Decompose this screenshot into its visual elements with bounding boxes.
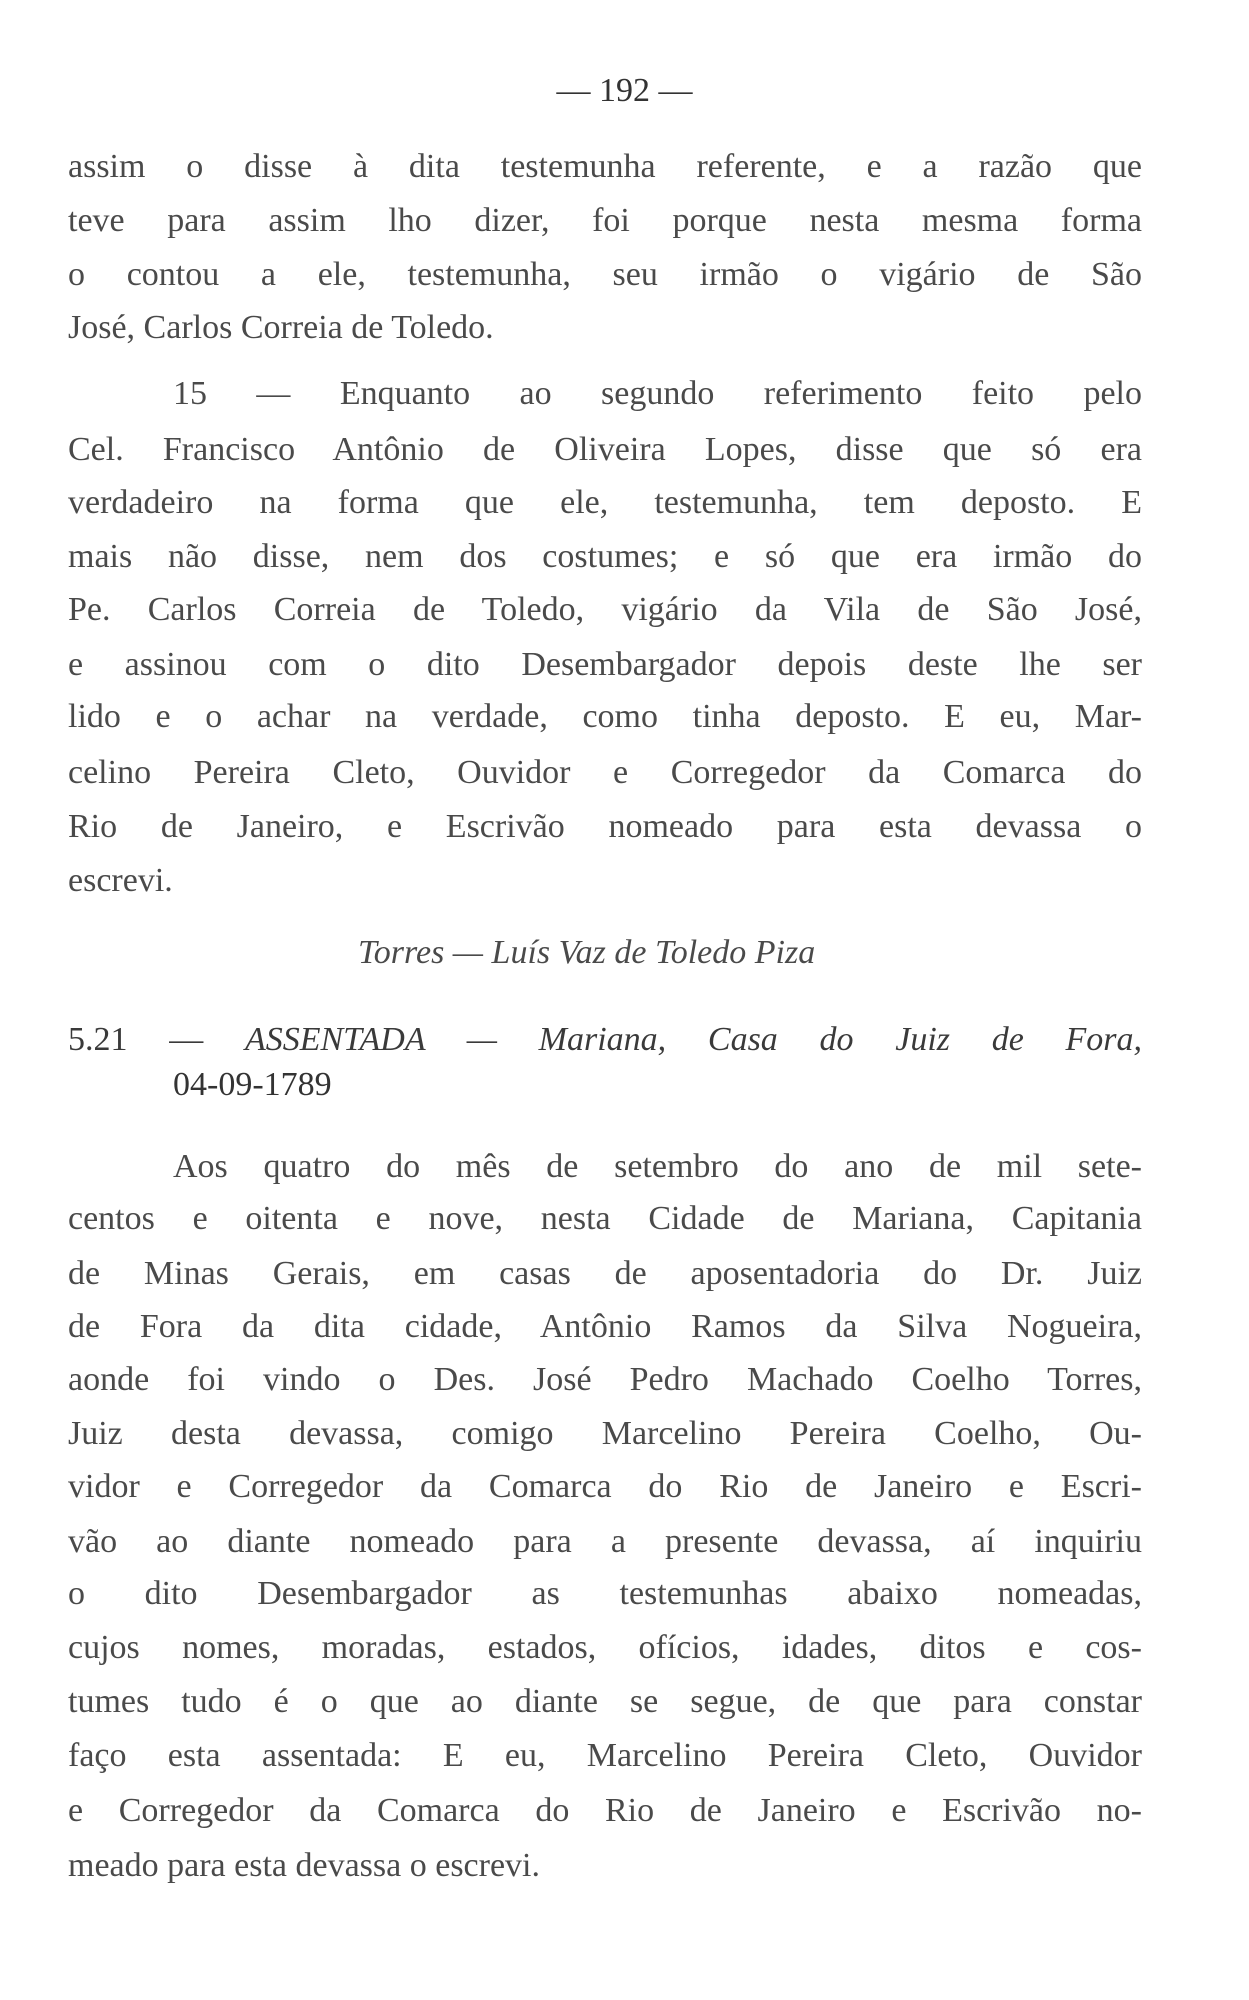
section-number: 5.21 —: [68, 1021, 204, 1058]
section-title: ASSENTADA — Mariana, Casa do Juiz de Fora,: [244, 1021, 1143, 1058]
text-line: celino Pereira Cleto, Ouvidor e Corregedor da Comarca do: [68, 754, 1142, 791]
text-line: lido e o achar na verdade, como tinha deposto. E eu, Mar-: [68, 698, 1142, 735]
text-line: faço esta assentada: E eu, Marcelino Pereira Cleto, Ouvidor: [68, 1737, 1142, 1774]
text-line: José, Carlos Correia de Toledo.: [68, 309, 494, 346]
text-line: mais não disse, nem dos costumes; e só que era irmão do: [68, 538, 1142, 575]
page-number: — 192 —: [556, 72, 693, 109]
text-line: de Minas Gerais, em casas de aposentadoria do Dr. Juiz: [68, 1255, 1142, 1292]
text-line: vidor e Corregedor da Comarca do Rio de Janeiro e Escri-: [68, 1468, 1142, 1505]
text-line: 15 — Enquanto ao segundo referimento feito pelo: [173, 375, 1142, 412]
section-heading: [68, 1021, 1142, 1059]
text-line: o contou a ele, testemunha, seu irmão o vigário de São: [68, 256, 1142, 293]
text-line: tumes tudo é o que ao diante se segue, de que para constar: [68, 1683, 1142, 1720]
text-line: meado para esta devassa o escrevi.: [68, 1847, 540, 1884]
section-date: 04-09-1789: [173, 1066, 332, 1103]
text-line: aonde foi vindo o Des. José Pedro Machado Coelho Torres,: [68, 1361, 1142, 1398]
text-line: centos e oitenta e nove, nesta Cidade de Mariana, Capitania: [68, 1200, 1142, 1237]
text-line: verdadeiro na forma que ele, testemunha, tem deposto. E: [68, 484, 1142, 521]
text-line: vão ao diante nomeado para a presente devassa, aí inquiriu: [68, 1523, 1142, 1560]
text-line: o dito Desembargador as testemunhas abaixo nomeadas,: [68, 1575, 1142, 1612]
text-line: de Fora da dita cidade, Antônio Ramos da Silva Nogueira,: [68, 1308, 1142, 1345]
text-line: Rio de Janeiro, e Escrivão nomeado para esta devassa o: [68, 808, 1142, 845]
signature-line: Torres — Luís Vaz de Toledo Piza: [358, 934, 816, 971]
text-line: Pe. Carlos Correia de Toledo, vigário da Vila de São José,: [68, 591, 1142, 628]
text-line: assim o disse à dita testemunha referente, e a razão que: [68, 148, 1142, 185]
text-line: teve para assim lho dizer, foi porque nesta mesma forma: [68, 202, 1142, 239]
text-line: Aos quatro do mês de setembro do ano de mil sete-: [173, 1148, 1142, 1185]
text-line: Cel. Francisco Antônio de Oliveira Lopes, disse que só era: [68, 431, 1142, 468]
text-line: Juiz desta devassa, comigo Marcelino Pereira Coelho, Ou-: [68, 1415, 1142, 1452]
text-line: e Corregedor da Comarca do Rio de Janeiro e Escrivão no-: [68, 1792, 1142, 1829]
text-line: cujos nomes, moradas, estados, ofícios, idades, ditos e cos-: [68, 1629, 1142, 1666]
text-line: escrevi.: [68, 862, 173, 899]
text-line: e assinou com o dito Desembargador depois deste lhe ser: [68, 646, 1142, 683]
